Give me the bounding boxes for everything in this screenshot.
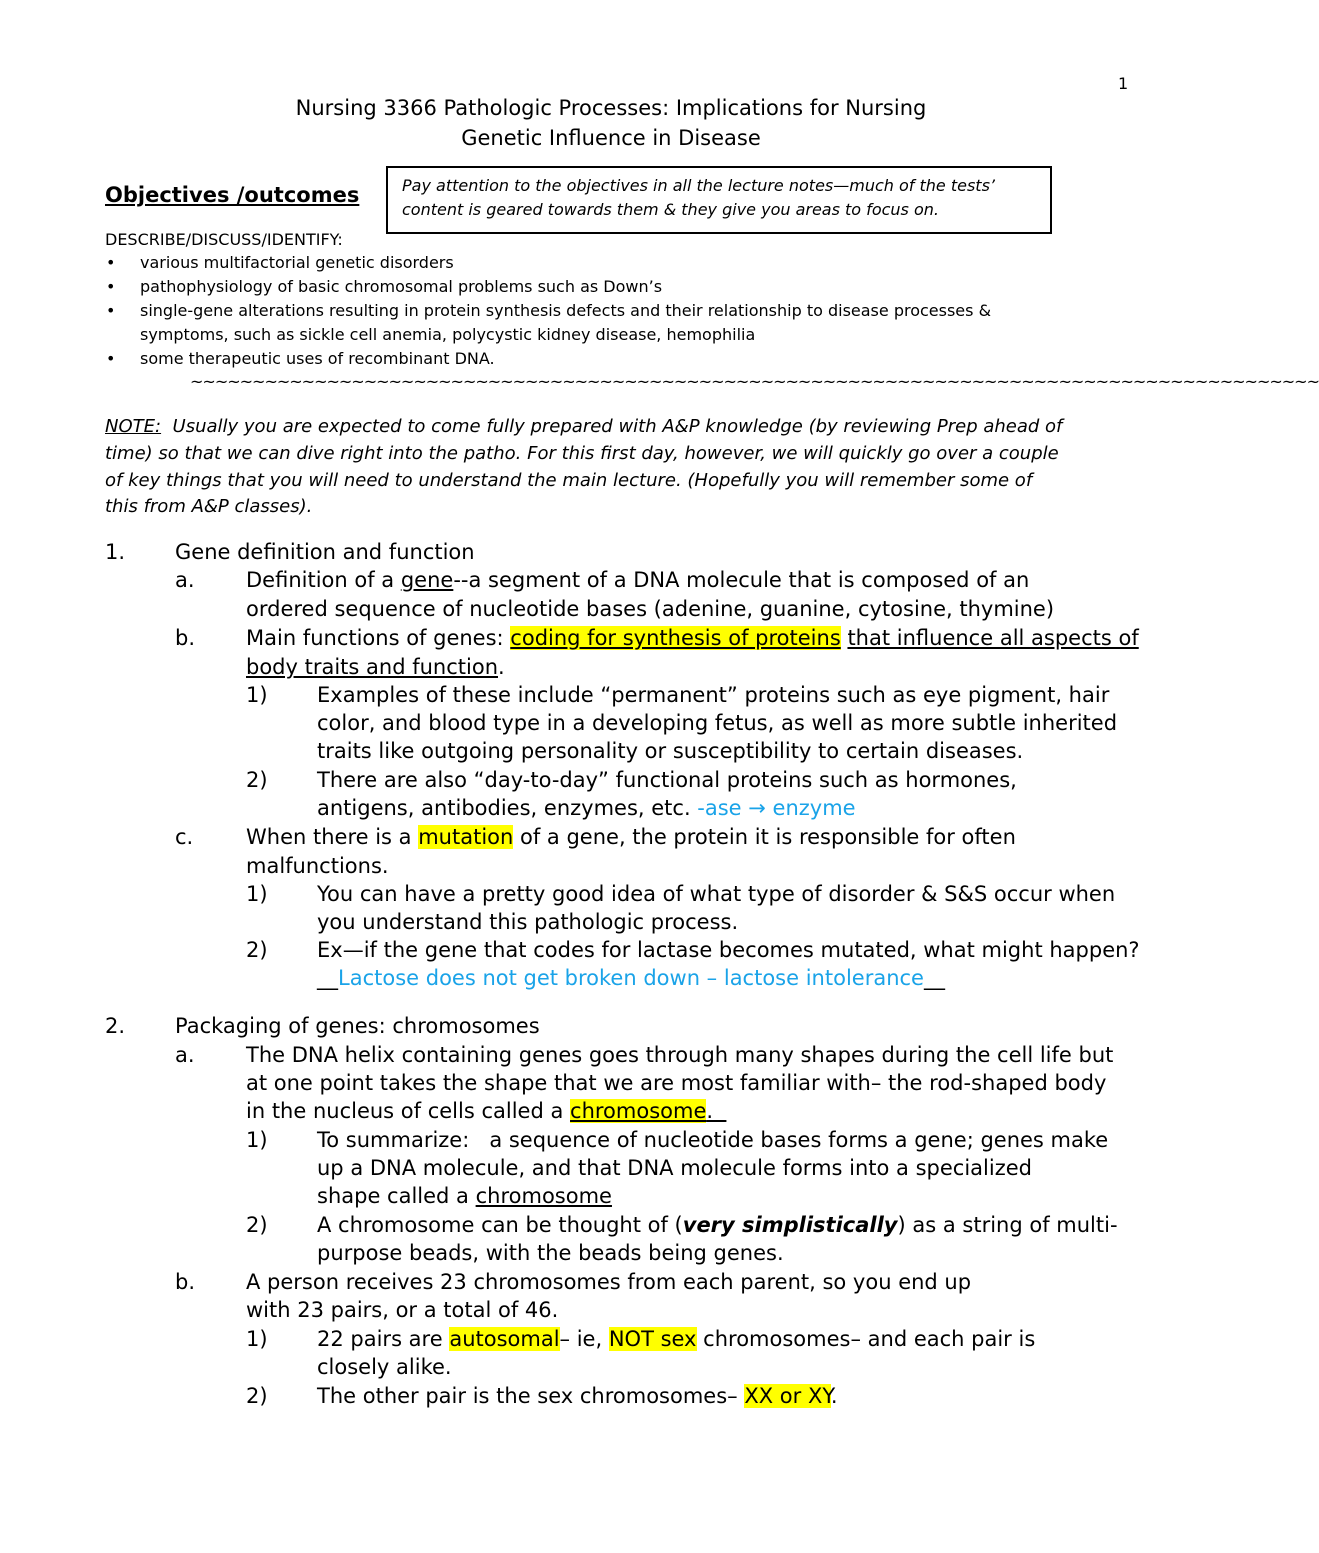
note-paragraph-line: this from A&P classes).: [105, 496, 313, 517]
item-label: a.: [175, 568, 195, 592]
document-title: Nursing 3366 Pathologic Processes: Implications for Nursing: [295, 96, 927, 120]
underlined-text: that influence all aspects of: [847, 626, 1139, 650]
document-subtitle: Genetic Influence in Disease: [461, 126, 761, 150]
subitem-label: 2): [246, 938, 268, 962]
text: of a gene, the protein it is responsible for often: [513, 825, 1016, 849]
objectives-heading: Objectives /outcomes: [105, 183, 360, 207]
answer-text: Lactose does not get broken down – lactose intolerance: [338, 966, 924, 990]
text: __: [923, 966, 945, 990]
bullet-icon: •: [106, 301, 116, 320]
note-label: NOTE:: [105, 416, 162, 437]
item-label: c.: [175, 825, 194, 849]
section-divider: ~~~~~~~~~~~~~~~~~~~~~~~~~~~~~~~~~~~~~~~~~~~~~~~~~~~~~~~~~~~~~~~~~~~~~~~~~~~~~~~~~~~~~~~~~~~: [190, 372, 1319, 391]
text: The other pair is the sex chromosomes–: [317, 1384, 745, 1408]
subitem-line: up a DNA molecule, and that DNA molecule forms into a specialized: [317, 1156, 1032, 1180]
dna-helix-line: [246, 1099, 726, 1123]
highlighted-term: XX or XY: [744, 1384, 831, 1408]
objective-item: single-gene alterations resulting in protein synthesis defects and their relationship to disease processes &: [140, 301, 992, 320]
bullet-icon: •: [106, 349, 116, 368]
chromosome-count-line: A person receives 23 chromosomes from each parent, so you end up: [246, 1270, 972, 1294]
text: --a segment of a DNA molecule that is composed of an: [453, 568, 1030, 592]
text: shape called a: [317, 1184, 476, 1208]
section-2-title: Packaging of genes: chromosomes: [175, 1014, 540, 1038]
gene-term: gene: [400, 568, 454, 592]
subitem-line: There are also “day-to-day” functional proteins such as hormones,: [317, 768, 1017, 792]
bullet-icon: •: [106, 277, 116, 296]
subitem-line: you understand this pathologic process.: [317, 910, 739, 934]
underlined-text: body traits and function: [246, 655, 498, 679]
highlighted-term: autosomal: [449, 1327, 560, 1351]
objective-item: various multifactorial genetic disorders: [140, 253, 454, 272]
dna-helix-line: The DNA helix containing genes goes through many shapes during the cell life but: [246, 1043, 1114, 1067]
subitem-label: 2): [246, 768, 268, 792]
underlined-term: chromosome: [475, 1184, 612, 1208]
objectives-intro: DESCRIBE/DISCUSS/IDENTIFY:: [105, 230, 343, 249]
gene-definition-line: ordered sequence of nucleotide bases (adenine, guanine, cytosine, thymine): [246, 597, 1055, 621]
note-paragraph-line: [105, 416, 1062, 437]
note-text: Usually you are expected to come fully prepared with A&P knowledge (by reviewing Prep ahead of: [172, 416, 1063, 437]
text: .: [498, 655, 505, 679]
section-1-title: Gene definition and function: [175, 540, 475, 564]
handwritten-answer: -ase → enzyme: [697, 796, 856, 820]
subitem-line: [317, 1213, 1118, 1237]
objectives-callout-box: Pay attention to the objectives in all the lecture notes—much of the tests’ content is geared towards them & they give you areas to focus on.: [386, 166, 1052, 234]
subitem-line: Ex—if the gene that codes for lactase becomes mutated, what might happen?: [317, 938, 1140, 962]
subitem-label: 1): [246, 1128, 268, 1152]
dna-helix-line: at one point takes the shape that we are most familiar with– the rod-shaped body: [246, 1071, 1107, 1095]
objective-item: some therapeutic uses of recombinant DNA.: [140, 349, 495, 368]
text: – ie,: [559, 1327, 609, 1351]
subitem-line: Examples of these include “permanent” proteins such as eye pigment, hair: [317, 683, 1110, 707]
text: .: [830, 1384, 838, 1408]
item-label: b.: [175, 1270, 196, 1294]
text: .: [706, 1099, 727, 1123]
subitem-label: 1): [246, 882, 268, 906]
text: Main functions of genes:: [246, 626, 511, 650]
highlighted-term: mutation: [418, 825, 514, 849]
item-label: a.: [175, 1043, 195, 1067]
section-2-number: 2.: [105, 1014, 126, 1038]
text: Definition of a: [246, 568, 401, 592]
subitem-label: 2): [246, 1213, 268, 1237]
note-paragraph-line: of key things that you will need to understand the main lecture. (Hopefully you will remember some of: [105, 470, 1033, 491]
text: When there is a: [246, 825, 419, 849]
mutation-line: [246, 825, 1016, 849]
subitem-line: To summarize: a sequence of nucleotide bases forms a gene; genes make: [317, 1128, 1109, 1152]
subitem-line: [317, 796, 856, 820]
subitem-line: purpose beads, with the beads being genes.: [317, 1241, 784, 1265]
subitem-line: closely alike.: [317, 1355, 452, 1379]
subitem-label: 1): [246, 683, 268, 707]
subitem-line: You can have a pretty good idea of what type of disorder & S&S occur when: [317, 882, 1116, 906]
chromosome-count-line: with 23 pairs, or a total of 46.: [246, 1298, 559, 1322]
objective-item-continued: symptoms, such as sickle cell anemia, polycystic kidney disease, hemophilia: [140, 325, 756, 344]
text: antigens, antibodies, enzymes, etc.: [317, 796, 698, 820]
subitem-label: 1): [246, 1327, 268, 1351]
subitem-line: traits like outgoing personality or susceptibility to certain diseases.: [317, 739, 1024, 763]
subitem-line: [317, 1184, 612, 1208]
highlighted-term: chromosome: [570, 1099, 707, 1123]
subitem-line: color, and blood type in a developing fetus, as well as more subtle inherited: [317, 711, 1118, 735]
gene-functions-line: [246, 655, 505, 679]
gene-functions-line: [246, 626, 1139, 650]
fill-in-answer: [317, 966, 945, 990]
text: __: [317, 966, 338, 990]
section-1-number: 1.: [105, 540, 126, 564]
subitem-line: [317, 1327, 1035, 1351]
subitem-label: 2): [246, 1384, 268, 1408]
text: A chromosome can be thought of (: [317, 1213, 683, 1237]
highlighted-term: coding for synthesis of proteins: [510, 626, 841, 650]
objective-item: pathophysiology of basic chromosomal problems such as Down’s: [140, 277, 663, 296]
note-paragraph-line: time) so that we can dive right into the patho. For this first day, however, we will quickly go over a couple: [105, 443, 1059, 464]
emphasized-text: very simplistically: [682, 1213, 898, 1237]
text: chromosomes– and each pair is: [696, 1327, 1036, 1351]
text: ) as a string of multi-: [897, 1213, 1118, 1237]
highlighted-term: NOT sex: [608, 1327, 697, 1351]
gene-definition-line: [246, 568, 1029, 592]
page-number: 1: [1118, 74, 1129, 93]
text: 22 pairs are: [317, 1327, 450, 1351]
item-label: b.: [175, 626, 196, 650]
text: in the nucleus of cells called a: [246, 1099, 571, 1123]
subitem-line: [317, 1384, 838, 1408]
bullet-icon: •: [106, 253, 116, 272]
mutation-line: malfunctions.: [246, 854, 389, 878]
